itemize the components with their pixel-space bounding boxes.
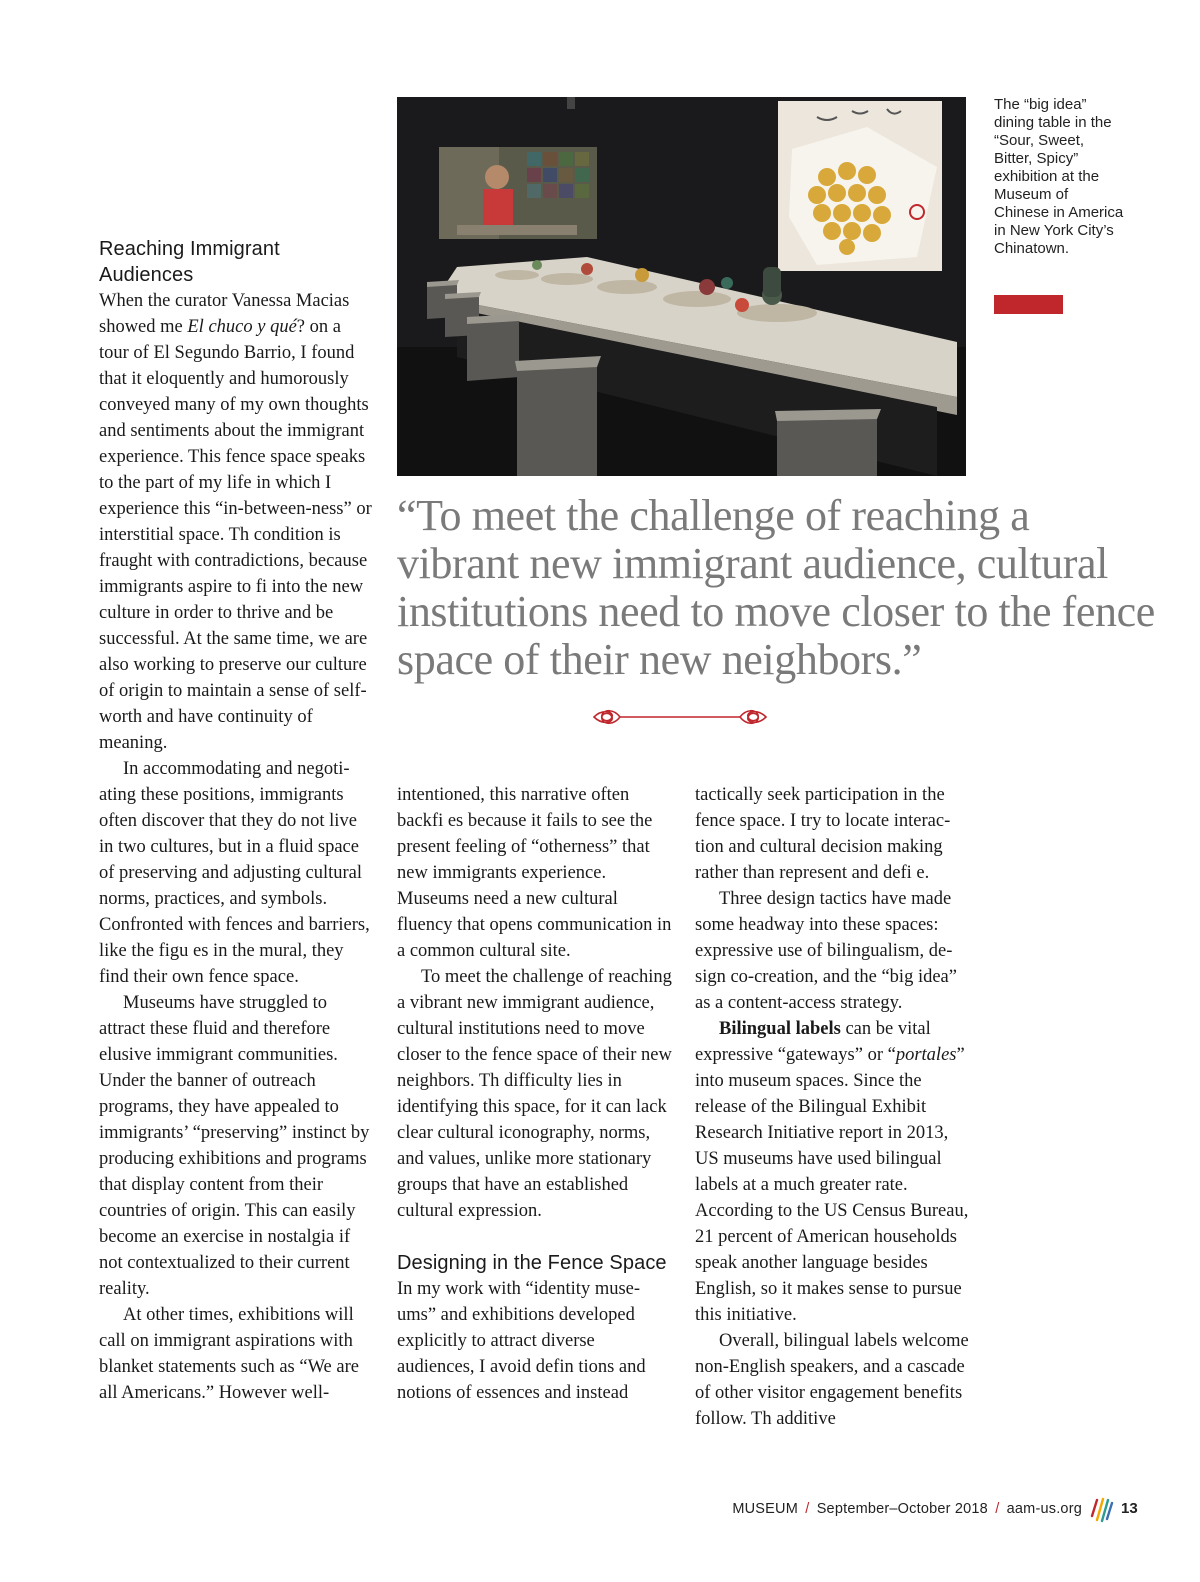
page-footer — [732, 1501, 1082, 1517]
photo-illustration — [397, 97, 966, 476]
exhibition-photo — [397, 97, 966, 476]
paragraph: intentioned, this narrative often backfi es because it fails to see the present feeling of “otherness” that new immigrants experience. Museums need a new cultural fluency that opens communication in a common cultural site. — [397, 785, 672, 961]
page-number: 13 — [1121, 1500, 1138, 1517]
column-2 — [397, 782, 672, 1406]
caption-accent-bar — [994, 295, 1063, 314]
paragraph: Museums have struggled to attract these fluid and therefore elusive immigrant communities. Under the banner of outreach programs, they have appealed to immigrants’ “preserving” instinct by producing exhibitions and programs that display content from their countries of origin. This can easily become an exercise in nostalgia if not contextualized to their current reality. — [99, 993, 370, 1299]
magazine-name: MUSEUM — [732, 1501, 798, 1517]
section-heading-designing-in-the-fence-space: Designing in the Fence Space — [397, 1252, 667, 1274]
website-link[interactable]: aam-us.org — [1006, 1501, 1082, 1517]
paragraph: tactically seek participation in the fence space. I try to locate interaction and cultural decision making rather than represent and defi e. — [695, 785, 951, 883]
paragraph: Three design tactics have made some headway into these spaces: expressive use of bilingualism, design co-creation, and the “big idea” as a content-access strategy. — [695, 889, 957, 1013]
paragraph: In my work with “identity museums” and exhibitions developed explicitly to attract diverse audiences, I avoid defin tions and notions of essences and instead — [397, 1279, 646, 1403]
paragraph: At other times, exhibitions will call on immigrant aspirations with blanket statements such as “We are all Americans.” However well- — [99, 1305, 359, 1403]
issue-date: September–October 2018 — [816, 1501, 988, 1517]
paragraph — [99, 288, 374, 756]
artwork-title: El chuco y qué — [187, 317, 297, 337]
italic-term: portales — [895, 1045, 957, 1065]
paragraph-text: ” into museum spaces. Since the release of the Bilingual Exhibit Research Initiative report in 2013, US museums have used bilingual labels at a much greater rate. According to the US Census Bureau, 21 percent of American households speak another language besides English, so it makes sense to pursue this initiative. — [695, 1045, 969, 1325]
food-poster — [778, 101, 942, 271]
column-1 — [99, 236, 374, 1406]
bold-term: Bilingual labels — [719, 1019, 841, 1039]
ornament-divider-icon — [590, 706, 770, 728]
photo-caption: The “big idea” dining table in the “Sour, Sweet, Bitter, Spicy” exhibition at the Museum of Chinese in America in New York City’s Chinatown. — [994, 96, 1124, 257]
pull-quote: “To meet the challenge of reaching a vibrant new immigrant audience, cultural institutions need to move closer to the fence space of their new neighbors.” — [397, 491, 1155, 684]
footer-separator: / — [995, 1501, 1000, 1517]
paragraph-text: can be vital expressive “gateways” or “ — [695, 1019, 931, 1065]
paragraph — [695, 1016, 970, 1328]
video-screen — [439, 147, 597, 239]
paragraph-text: When the curator Vanessa Macias showed me — [99, 291, 350, 337]
section-heading-reaching-immigrant-audiences: Reaching Immigrant Audiences — [99, 238, 280, 286]
paragraph: Overall, bilingual labels welcome non-English speakers, and a cascade of other visitor engagement benefits follow. Th additive — [695, 1331, 969, 1429]
paragraph: To meet the challenge of reaching a vibrant new immigrant audience, cultural institutions need to move closer to the fence space of their new neighbors. Th difficulty lies in identifying this space, for it can lack clear cultural iconography, norms, and values, unlike more stationary groups that have an established cultural expression. — [397, 967, 672, 1221]
aam-logo-icon — [1088, 1494, 1114, 1524]
footer-separator: / — [805, 1501, 810, 1517]
paragraph-text: ? on a tour of El Segundo Barrio, I found that it eloquently and humorously conveyed many of my own thoughts and sentiments about the immigrant experience. This fence space speaks to the part of my life in which I experience this “in-between-ness” or interstitial space. Th condition is fraught with contradictions, because immigrants aspire to fi into the new culture in order to thrive and be successful. At the same time, we are also working to preserve our culture of origin to maintain a sense of self-worth and have continuity of meaning. — [99, 317, 372, 753]
paragraph: In accommodating and negotiating these positions, immigrants often discover that they do not live in two cultures, but in a fluid space of preserving and adjusting cultural norms, practices, and symbols. Confronted with fences and barriers, like the figu es in the mural, they find their own fence space. — [99, 759, 370, 987]
column-3 — [695, 782, 970, 1432]
